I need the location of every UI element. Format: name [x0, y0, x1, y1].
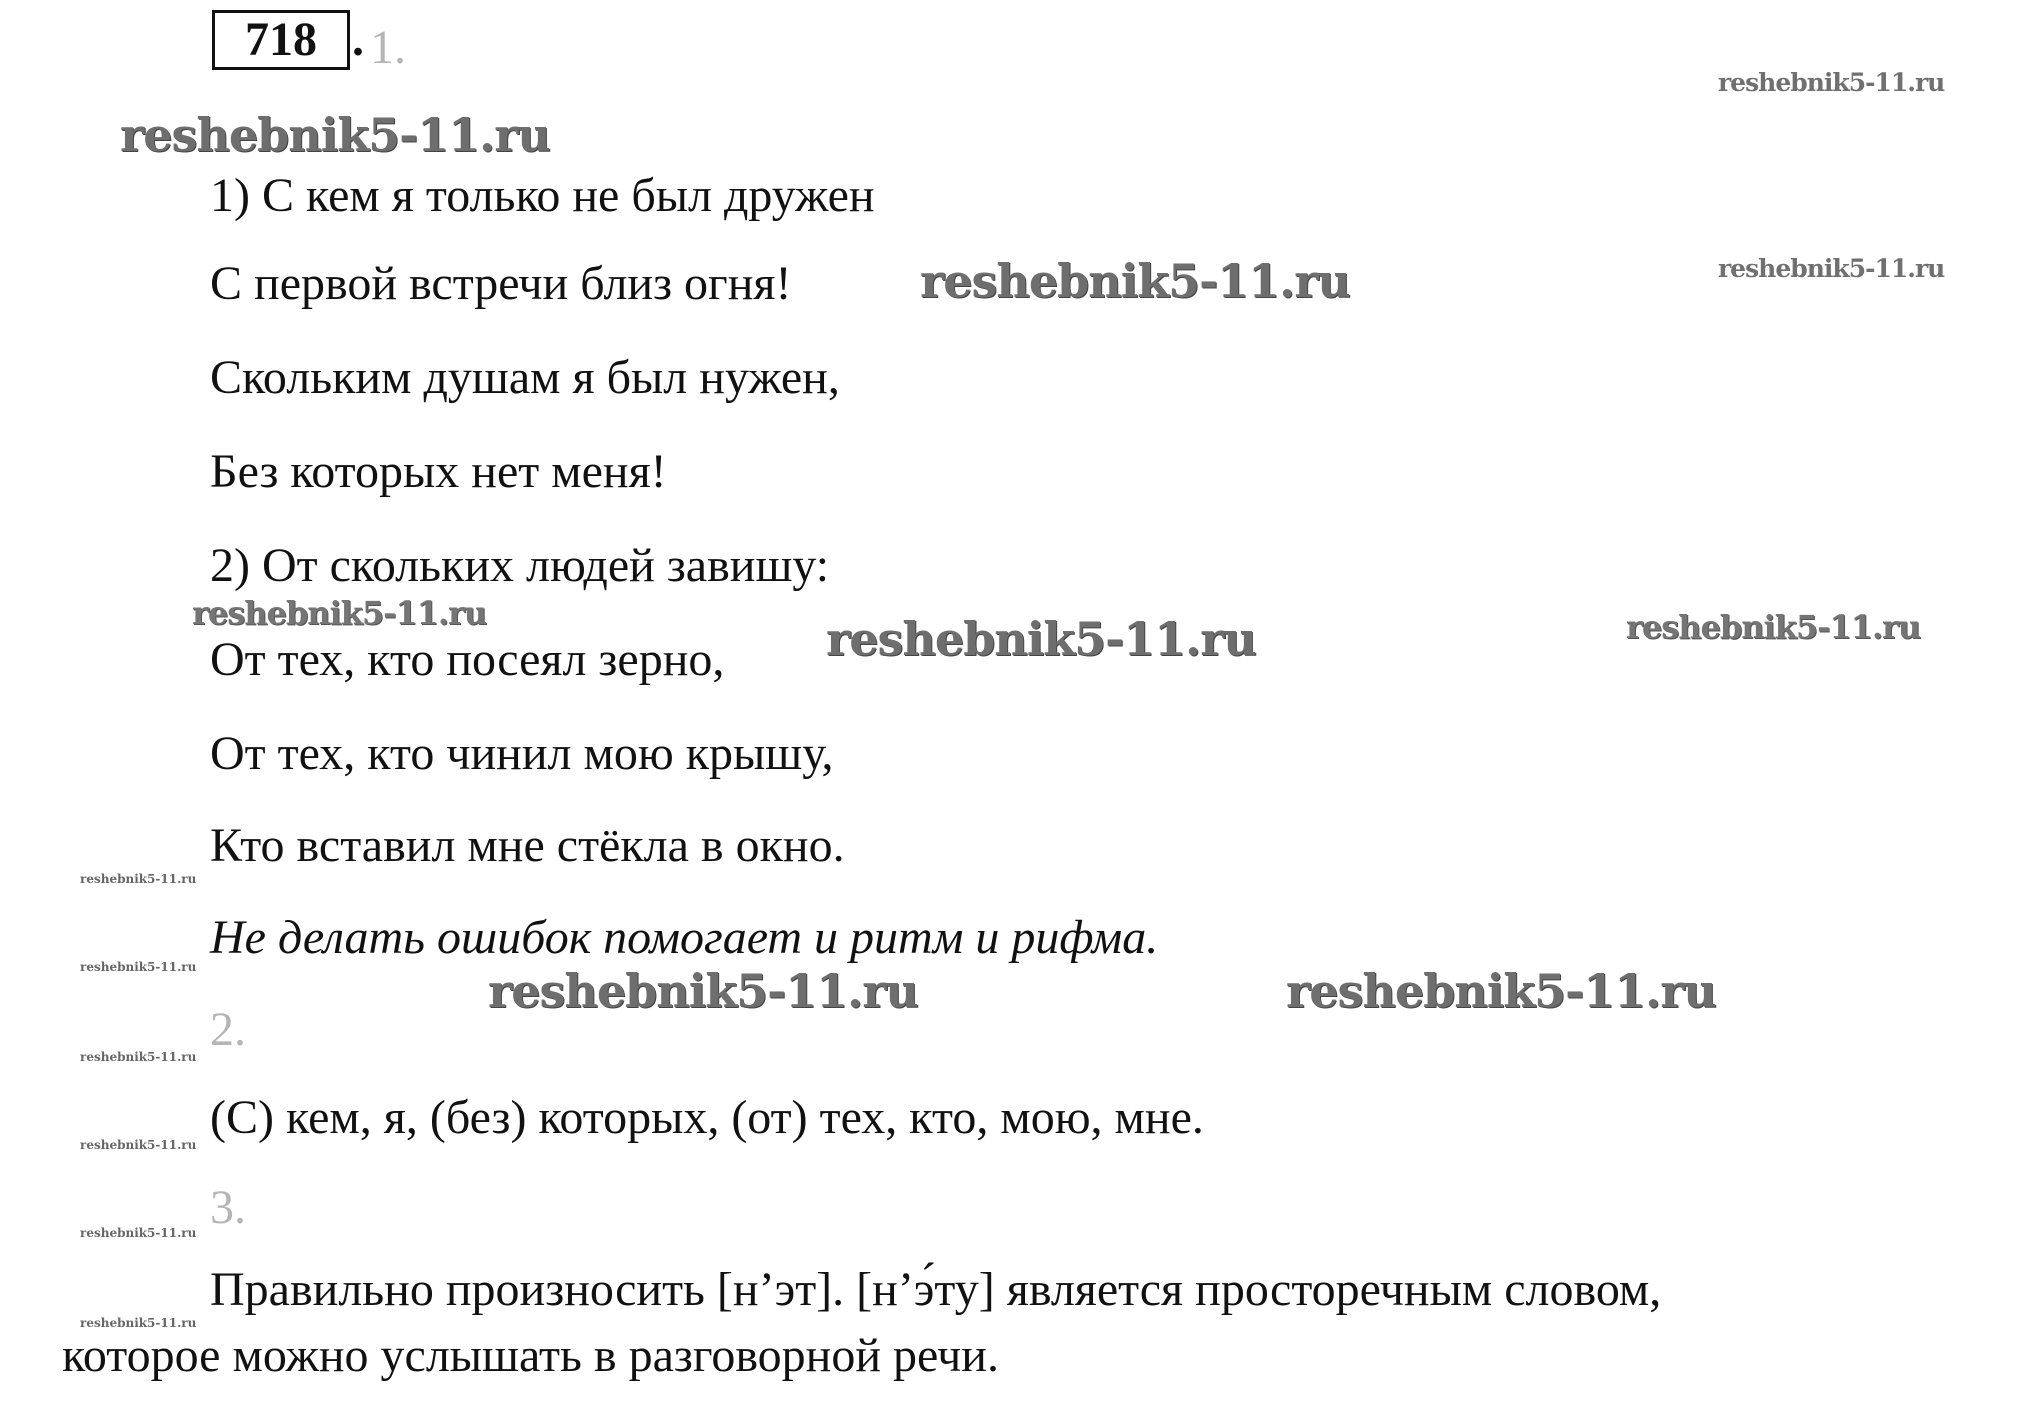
watermark: reshebnik5-11.ru: [80, 960, 197, 974]
poem1-line-3: Скольким душам я был нужен,: [210, 351, 840, 404]
watermark: reshebnik5-11.ru: [1626, 608, 1921, 646]
watermark: reshebnik5-11.ru: [826, 612, 1256, 666]
poem2-line-1: 2) От скольких людей завишу:: [210, 539, 830, 592]
poem1-line-4: Без которых нет меня!: [210, 445, 667, 498]
part3-text-line-1: Правильно произносить [н’эт]. [н’э́ту] является просторечным словом,: [210, 1263, 1662, 1316]
watermark: reshebnik5-11.ru: [80, 1316, 197, 1330]
watermark: reshebnik5-11.ru: [488, 964, 918, 1018]
poem1-line-2: С первой встречи близ огня!: [210, 257, 792, 310]
poem1-line-1: 1) С кем я только не был дружен: [210, 169, 875, 222]
watermark: reshebnik5-11.ru: [1718, 254, 1945, 283]
watermark: reshebnik5-11.ru: [1286, 964, 1716, 1018]
part3-label: 3.: [210, 1181, 246, 1234]
watermark: reshebnik5-11.ru: [120, 108, 550, 162]
part1-label: 1.: [370, 21, 406, 74]
part3-text-line-2: которое можно услышать в разговорной речи.: [62, 1329, 999, 1382]
watermark: reshebnik5-11.ru: [80, 1050, 197, 1064]
part2-label: 2.: [210, 1003, 246, 1056]
watermark: reshebnik5-11.ru: [1718, 68, 1945, 97]
watermark: reshebnik5-11.ru: [80, 872, 197, 886]
poem2-line-3: От тех, кто чинил мою крышу,: [210, 727, 834, 780]
part2-text: (С) кем, я, (без) которых, (от) тех, кто, мою, мне.: [210, 1091, 1204, 1144]
task-number: 718: [245, 13, 317, 66]
poem2-line-2: От тех, кто посеял зерно,: [210, 633, 725, 686]
task-number-box: [212, 10, 350, 70]
task-number-dot: .: [352, 13, 364, 66]
watermark: reshebnik5-11.ru: [80, 1226, 197, 1240]
watermark: reshebnik5-11.ru: [920, 254, 1350, 308]
watermark: reshebnik5-11.ru: [80, 1138, 197, 1152]
watermark: reshebnik5-11.ru: [192, 594, 487, 632]
poem2-line-4: Кто вставил мне стёкла в окно.: [210, 819, 845, 872]
conclusion-text: Не делать ошибок помогает и ритм и рифма.: [210, 911, 1159, 964]
